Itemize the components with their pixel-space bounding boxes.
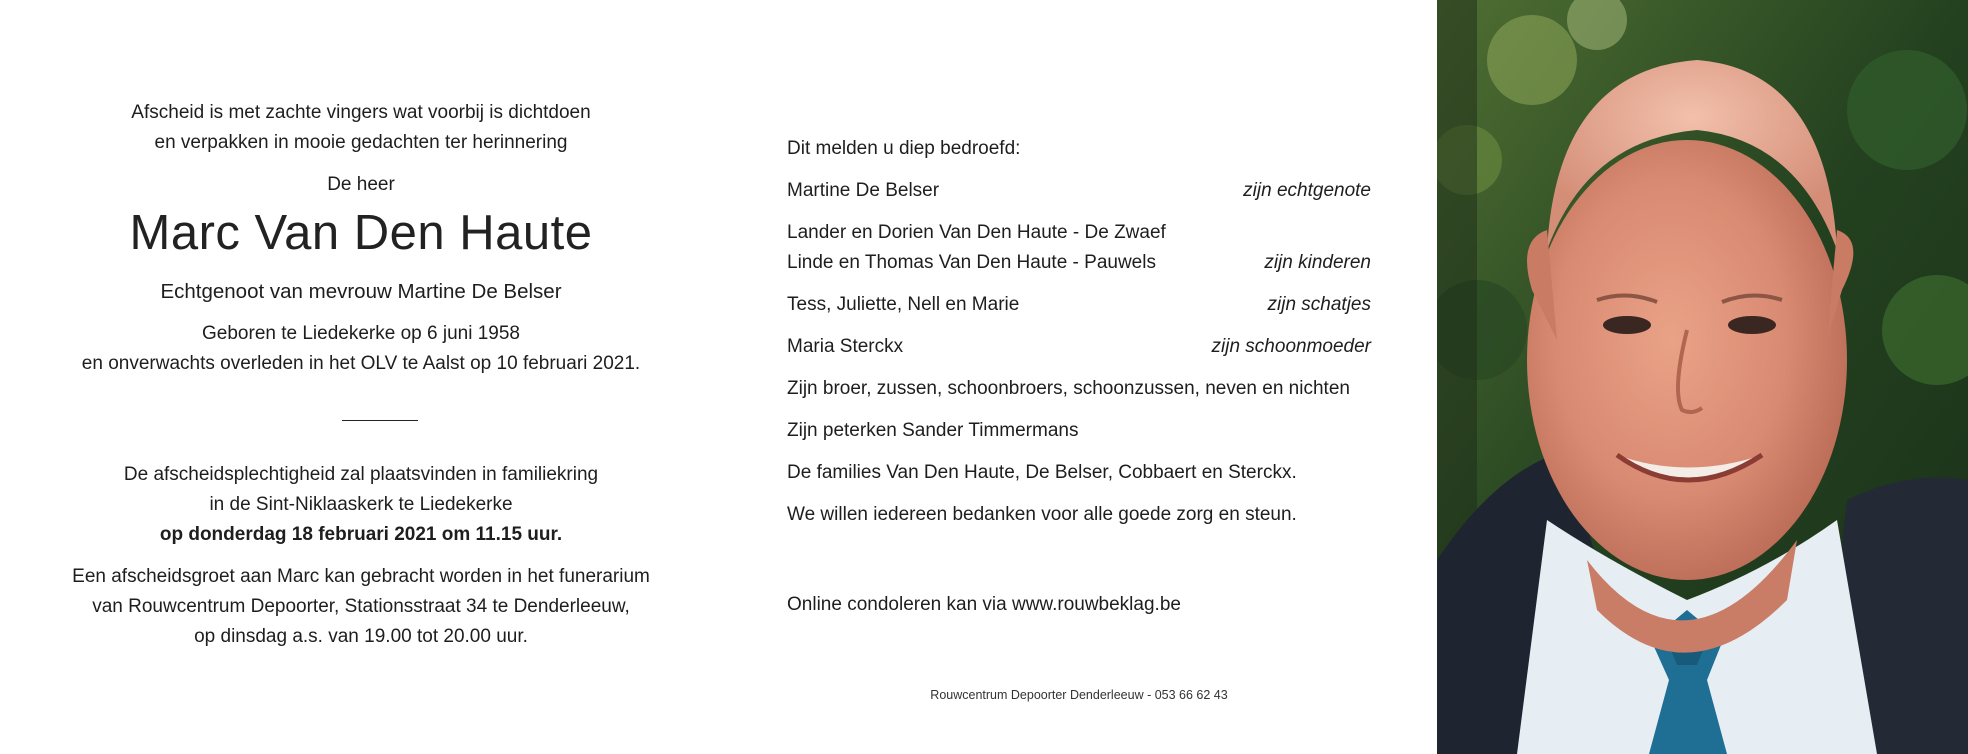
family-names: Linde en Thomas Van Den Haute - Pauwels xyxy=(787,252,1156,273)
born-line: Geboren te Liedekerke op 6 juni 1958 xyxy=(202,323,520,344)
family-role: zijn kinderen xyxy=(1264,252,1371,273)
family-names: Tess, Juliette, Nell en Marie xyxy=(787,294,1020,315)
greeting-line-1: Een afscheidsgroet aan Marc kan gebracht worden in het funerarium xyxy=(72,566,650,587)
thanks-line: We willen iedereen bedanken voor alle goede zorg en steun. xyxy=(787,504,1297,525)
family-names: Martine De Belser xyxy=(787,180,940,201)
footer-contact: Rouwcentrum Depoorter Denderleeuw - 053 66 62 43 xyxy=(930,688,1228,702)
spouse-line: Echtgenoot van mevrouw Martine De Belser xyxy=(160,280,562,303)
ceremony-line-1: De afscheidsplechtigheid zal plaatsvinden in familiekring xyxy=(123,464,599,485)
verse-line-2: en verpakken in mooie gedachten ter herinnering xyxy=(154,132,568,153)
online-condolence-line: Online condoleren kan via www.rouwbeklag.be xyxy=(787,594,1181,615)
family-row xyxy=(787,294,1371,316)
verse-line-1: Afscheid is met zachte vingers wat voorbij is dichtdoen xyxy=(131,102,591,123)
divider xyxy=(342,420,418,421)
ceremony-line-2: in de Sint-Niklaaskerk te Liedekerke xyxy=(209,494,513,515)
intro-line: Dit melden u diep bedroefd: xyxy=(787,138,1021,159)
family-role: zijn schoonmoeder xyxy=(1211,336,1371,357)
godchild-line: Zijn peterken Sander Timmermans xyxy=(787,420,1079,441)
family-role: zijn schatjes xyxy=(1267,294,1371,315)
family-role: zijn echtgenote xyxy=(1243,180,1371,201)
greeting-line-3: op dinsdag a.s. van 19.00 tot 20.00 uur. xyxy=(194,626,528,647)
family-names: Lander en Dorien Van Den Haute - De Zwaef xyxy=(787,222,1166,243)
family-row xyxy=(787,180,1371,202)
died-line: en onverwachts overleden in het OLV te Aalst op 10 februari 2021. xyxy=(81,353,641,374)
family-row xyxy=(787,252,1371,274)
siblings-line: Zijn broer, zussen, schoonbroers, schoonzussen, neven en nichten xyxy=(787,378,1350,399)
family-names: Maria Sterckx xyxy=(787,336,904,357)
ceremony-date: op donderdag 18 februari 2021 om 11.15 uur. xyxy=(159,524,563,545)
families-line: De families Van Den Haute, De Belser, Cobbaert en Sterckx. xyxy=(787,462,1297,483)
salutation: De heer xyxy=(327,174,395,195)
deceased-name: Marc Van Den Haute xyxy=(129,206,593,260)
greeting-line-2: van Rouwcentrum Depoorter, Stationsstraat 34 te Denderleeuw, xyxy=(92,596,630,617)
family-row xyxy=(787,222,1371,244)
portrait-photo xyxy=(1437,0,1968,754)
family-row xyxy=(787,336,1371,358)
